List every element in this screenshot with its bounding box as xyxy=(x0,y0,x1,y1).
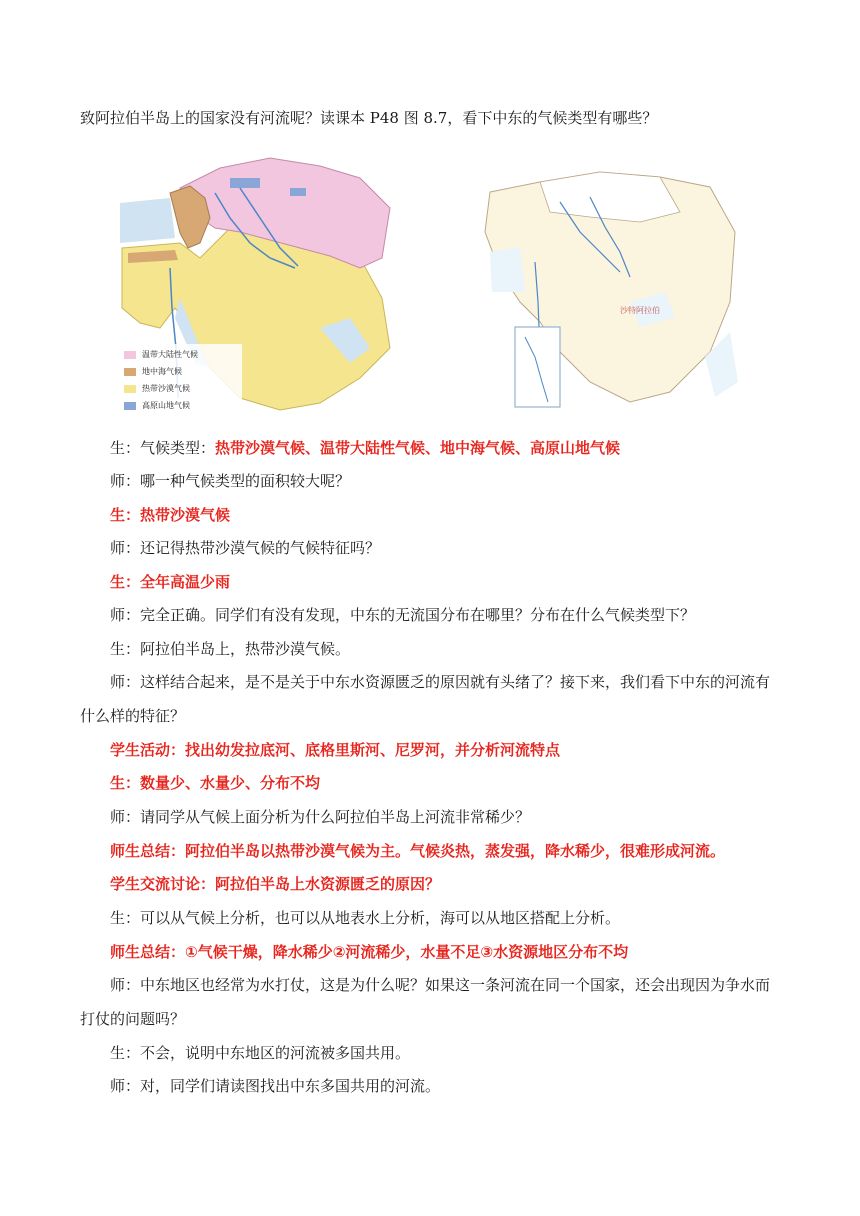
legend-swatch xyxy=(124,402,136,410)
dialogue-line xyxy=(110,505,230,525)
answer-highlight: 数量少、水量少、分布不均 xyxy=(140,774,321,792)
line-text: 阿拉伯半岛上，热带沙漠气候。 xyxy=(140,640,351,658)
line-text: 中东地区也经常为水打仗，这是为什么呢？如果这一条河流在同一个国家，还会出现因为争水而 xyxy=(140,976,771,994)
speaker: 生： xyxy=(110,573,141,591)
dialogue-line xyxy=(110,672,770,692)
speaker: 生： xyxy=(110,909,141,927)
dialogue-line xyxy=(110,1076,440,1096)
discussion-line: 学生交流讨论：阿拉伯半岛上水资源匮乏的原因？ xyxy=(110,875,441,893)
summary-line: 师生总结：阿拉伯半岛以热带沙漠气候为主。气候炎热，蒸发强，降水稀少，很难形成河流。 xyxy=(110,842,726,860)
legend-swatch xyxy=(124,351,136,359)
legend-swatch xyxy=(124,385,136,393)
dialogue-line xyxy=(110,975,770,995)
line-text: 可以从气候上分析，也可以从地表水上分析，海可以从地区搭配上分析。 xyxy=(140,909,621,927)
legend-label: 高原山地气候 xyxy=(142,401,190,410)
speaker: 生： xyxy=(110,774,141,792)
line-text: 请同学从气候上面分析为什么阿拉伯半岛上河流非常稀少？ xyxy=(140,808,531,826)
map-label-saudi: 沙特阿拉伯 xyxy=(620,306,660,315)
answer-highlight: 热带沙漠气候 xyxy=(140,506,231,524)
speaker: 师： xyxy=(110,539,141,557)
dialogue-line xyxy=(110,1043,410,1063)
speaker: 师： xyxy=(110,976,141,994)
line-text: 对，同学们请读图找出中东多国共用的河流。 xyxy=(140,1077,441,1095)
river-map xyxy=(480,152,740,414)
line-text: 还记得热带沙漠气候的气候特征吗？ xyxy=(140,539,381,557)
line-text: 不会，说明中东地区的河流被多国共用。 xyxy=(140,1044,411,1062)
speaker: 师： xyxy=(110,1077,141,1095)
answer-highlight: 全年高温少雨 xyxy=(140,573,231,591)
answer-highlight: 热带沙漠气候、温带大陆性气候、地中海气候、高原山地气候 xyxy=(215,439,621,457)
speaker: 师： xyxy=(110,673,141,691)
legend-item xyxy=(124,346,242,363)
climate-map xyxy=(120,148,398,418)
line-text: 这样结合起来，是不是关于中东水资源匮乏的原因就有头绪了？接下来，我们看下中东的河流有 xyxy=(140,673,771,691)
legend-label: 温带大陆性气候 xyxy=(142,350,198,359)
summary-line: 师生总结：①气候干燥，降水稀少②河流稀少，水量不足③水资源地区分布不均 xyxy=(110,943,629,961)
speaker: 生： xyxy=(110,506,141,524)
legend-item xyxy=(124,363,242,380)
line-text: 气候类型： xyxy=(140,439,216,457)
intro-line: 致阿拉伯半岛上的国家没有河流呢？读课本 P48 图 8.7，看下中东的气候类型有哪些？ xyxy=(80,109,658,127)
activity-line: 学生活动：找出幼发拉底河、底格里斯河、尼罗河，并分析河流特点 xyxy=(110,741,561,759)
climate-legend xyxy=(124,346,242,414)
dialogue-line-continuation: 什么样的特征？ xyxy=(80,707,186,725)
line-text: 完全正确。同学们有没有发现，中东的无流国分布在哪里？分布在什么气候类型下？ xyxy=(140,606,696,624)
speaker: 师： xyxy=(110,808,141,826)
dialogue-line xyxy=(110,471,350,491)
river-map-drawing xyxy=(480,152,740,414)
dialogue-line xyxy=(110,639,350,659)
legend-label: 热带沙漠气候 xyxy=(142,384,190,393)
speaker: 师： xyxy=(110,472,141,490)
legend-item xyxy=(124,380,242,397)
dialogue-line xyxy=(110,773,320,793)
dialogue-line xyxy=(110,605,695,625)
dialogue-line xyxy=(110,572,230,592)
legend-label: 地中海气候 xyxy=(142,367,182,376)
speaker: 师： xyxy=(110,606,141,624)
speaker: 生： xyxy=(110,439,141,457)
speaker: 生： xyxy=(110,640,141,658)
dialogue-line xyxy=(110,438,620,458)
dialogue-line xyxy=(110,807,530,827)
dialogue-line xyxy=(110,908,620,928)
speaker: 生： xyxy=(110,1044,141,1062)
line-text: 哪一种气候类型的面积较大呢？ xyxy=(140,472,351,490)
dialogue-line xyxy=(110,538,380,558)
legend-swatch xyxy=(124,368,136,376)
legend-item xyxy=(124,397,242,414)
dialogue-line-continuation: 打仗的问题吗？ xyxy=(80,1010,186,1028)
